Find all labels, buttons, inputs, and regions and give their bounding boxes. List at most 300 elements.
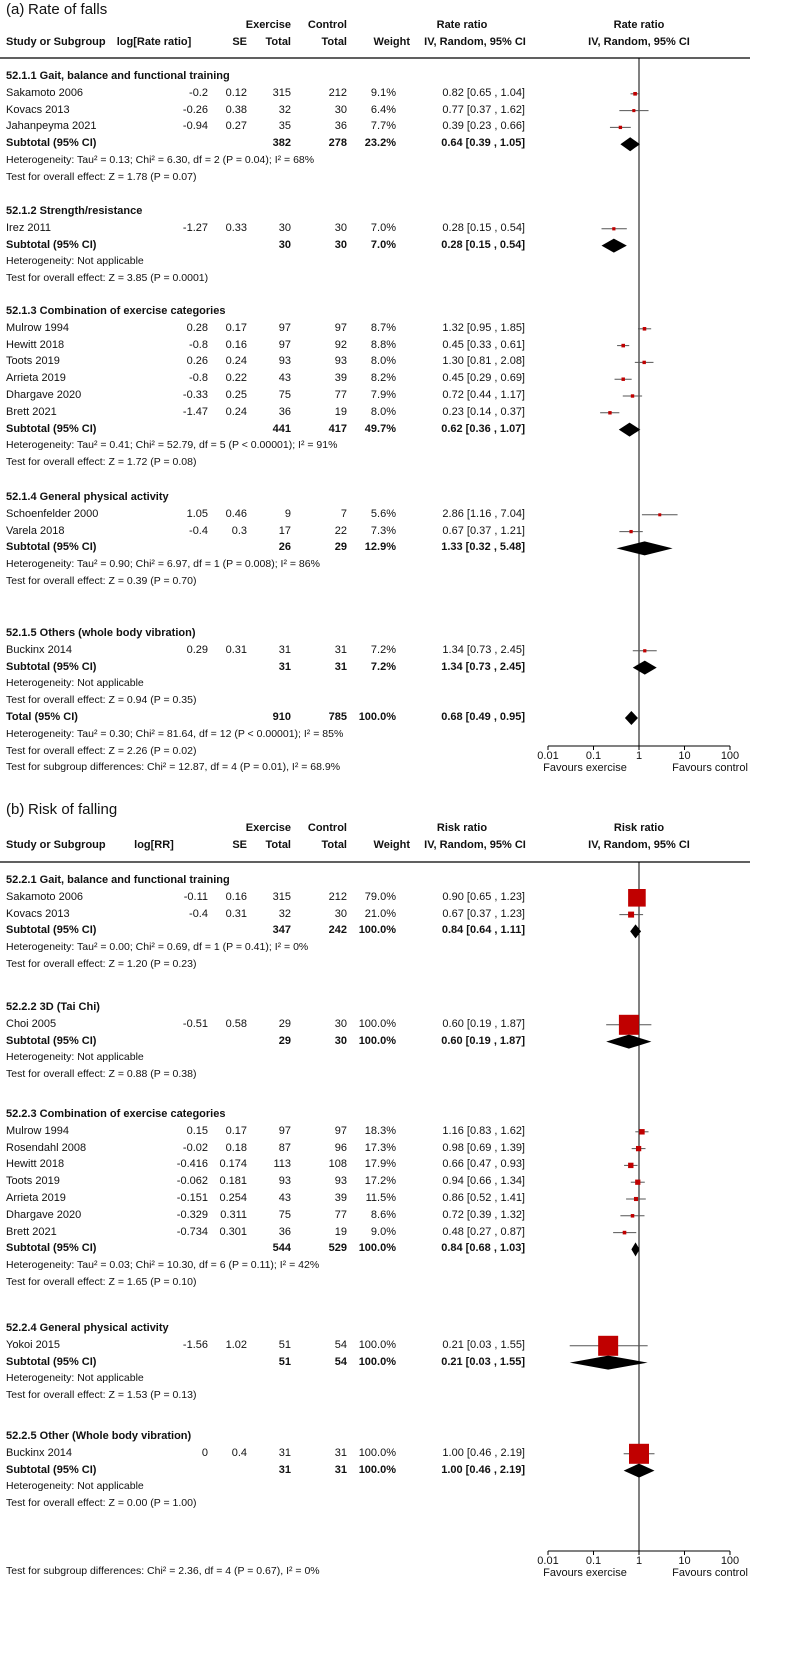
panel-0-group-3-study-1-se: 0.3 xyxy=(231,524,247,537)
panel-1-group-3-subtotal-diamond xyxy=(570,1356,648,1370)
panel-0-favours-exercise: Favours exercise xyxy=(543,762,627,774)
panel-1-group-3-study-0-effect: -1.56 xyxy=(182,1338,208,1351)
panel-0-hdr-plot-measure: Rate ratio xyxy=(613,19,665,31)
panel-0-group-1-study-0-marker xyxy=(612,227,615,230)
panel-0-group-3-subtotal-exercise-total: 26 xyxy=(278,541,291,554)
panel-0-group-2-study-2-se: 0.24 xyxy=(225,355,247,368)
panel-0-group-1-study-0-name: Irez 2011 xyxy=(6,221,52,234)
panel-0-group-4-note-1: Test for overall effect: Z = 0.94 (P = 0.35) xyxy=(6,694,197,707)
panel-0-group-2-study-5-exercise-total: 36 xyxy=(278,405,291,418)
panel-1-group-0-study-0-exercise-total: 315 xyxy=(272,890,291,903)
panel-0-group-1-subtotal-exercise-total: 30 xyxy=(278,238,291,251)
panel-1-group-3-note-1: Test for overall effect: Z = 1.53 (P = 0.13) xyxy=(6,1389,197,1402)
panel-1-hdr-method: IV, Random, 95% CI xyxy=(424,839,526,851)
panel-1-group-0-subtotal-label: Subtotal (95% CI) xyxy=(6,924,97,937)
panel-0-group-0-title: 52.1.1 Gait, balance and functional training xyxy=(6,70,230,82)
panel-1-group-4-subtotal-ci-text: 1.00 [0.46 , 2.19] xyxy=(441,1463,525,1476)
panel-0-group-4-note-0: Heterogeneity: Not applicable xyxy=(6,677,144,690)
panel-1-group-4-subtotal-exercise-total: 31 xyxy=(278,1463,291,1476)
panel-1-group-2-subtotal-ci-text: 0.84 [0.68 , 1.03] xyxy=(441,1242,525,1255)
panel-1-group-3-study-0-marker xyxy=(598,1336,618,1356)
panel-1-total-note-0: Test for subgroup differences: Chi² = 2.36, df = 4 (P = 0.67), I² = 0% xyxy=(6,1565,320,1577)
panel-1-group-2-study-2-weight: 17.9% xyxy=(364,1158,396,1171)
panel-1-group-4-note-0: Heterogeneity: Not applicable xyxy=(6,1480,144,1493)
panel-1-favours-control: Favours control xyxy=(672,1567,748,1579)
panel-1-group-2-study-3-ci-text: 0.94 [0.66 , 1.34] xyxy=(442,1175,525,1188)
panel-0-total-label: Total (95% CI) xyxy=(6,711,78,723)
panel-0-tick-label-1: 0.1 xyxy=(585,750,602,762)
panel-0-group-1-note-1: Test for overall effect: Z = 3.85 (P = 0.0001) xyxy=(6,272,209,285)
panel-0-group-4-study-0-marker xyxy=(643,649,646,652)
panel-1-group-1-study-0-se: 0.58 xyxy=(225,1017,247,1030)
panel-1-hdr-exercise-total: Total xyxy=(265,839,291,851)
panel-1-group-2-note-1: Test for overall effect: Z = 1.65 (P = 0.10) xyxy=(6,1276,197,1288)
panel-0-group-2-study-3-name: Arrieta 2019 xyxy=(6,372,66,385)
panel-0-group-2-study-1-exercise-total: 97 xyxy=(278,338,291,351)
panel-1-group-1-study-0-name: Choi 2005 xyxy=(6,1017,57,1030)
panel-0-group-2-study-0-se: 0.17 xyxy=(225,321,247,334)
panel-0-hdr-weight: Weight xyxy=(373,36,410,48)
panel-0-group-2-study-4-control-total: 77 xyxy=(334,389,347,401)
panel-1-tick-label-3: 10 xyxy=(678,1555,691,1567)
panel-0-title: Rate of falls xyxy=(28,1,108,18)
panel-1-group-4-subtotal-control-total: 31 xyxy=(334,1463,347,1476)
panel-1-group-4-subtotal-diamond xyxy=(624,1464,655,1478)
panel-0-total-diamond xyxy=(625,711,638,725)
panel-1-group-4-study-0-exercise-total: 31 xyxy=(278,1446,291,1459)
panel-0-tick-label-0: 0.01 xyxy=(537,750,559,762)
panel-0-group-0-subtotal-weight: 23.2% xyxy=(364,137,396,150)
panel-0-label: (a) xyxy=(6,1,25,18)
panel-0-group-2-study-5-name: Brett 2021 xyxy=(6,405,57,418)
panel-1-group-2-study-3-exercise-total: 93 xyxy=(278,1175,291,1188)
panel-1-group-0-study-1-effect: -0.4 xyxy=(189,907,208,920)
panel-1-group-2-study-3-se: 0.181 xyxy=(219,1175,247,1188)
panel-0-group-1-note-0: Heterogeneity: Not applicable xyxy=(6,255,144,268)
panel-0-group-3-subtotal-diamond xyxy=(616,541,672,555)
panel-0-favours-control: Favours control xyxy=(672,762,748,774)
panel-0-group-0-study-2-se: 0.27 xyxy=(225,120,247,133)
panel-1-tick-label-2: 1 xyxy=(635,1555,643,1567)
panel-1-group-2-study-3-effect: -0.062 xyxy=(176,1175,208,1188)
panel-1-group-2-study-6-effect: -0.734 xyxy=(176,1225,208,1238)
panel-1-group-2-subtotal-label: Subtotal (95% CI) xyxy=(6,1242,97,1255)
panel-0-group-1-subtotal-ci-text: 0.28 [0.15 , 0.54] xyxy=(441,238,525,251)
panel-0-group-0-subtotal-label: Subtotal (95% CI) xyxy=(6,137,97,150)
panel-1-group-1-subtotal-weight: 100.0% xyxy=(358,1034,396,1047)
panel-0-hdr-study: Study or Subgroup xyxy=(6,36,106,48)
panel-0-group-0-study-1-marker xyxy=(632,109,635,112)
panel-1-group-0-study-0-control-total: 212 xyxy=(328,890,347,903)
panel-0-group-2-study-4-effect: -0.33 xyxy=(182,389,208,401)
panel-0-group-4-subtotal-label: Subtotal (95% CI) xyxy=(6,660,97,673)
panel-1-group-0-study-0-effect: -0.11 xyxy=(183,890,208,903)
panel-0-group-2-study-2-control-total: 93 xyxy=(334,355,347,368)
panel-0-group-0-study-1-name: Kovacs 2013 xyxy=(6,103,70,116)
panel-1-group-2-study-5-ci-text: 0.72 [0.39 , 1.32] xyxy=(442,1208,525,1221)
panel-0-group-4-subtotal-exercise-total: 31 xyxy=(278,660,291,673)
panel-0-group-3-study-1-effect: -0.4 xyxy=(189,524,208,537)
panel-0-group-3-study-1-weight: 7.3% xyxy=(370,524,396,537)
panel-1-group-4-study-0-effect: 0 xyxy=(201,1446,208,1459)
panel-1-tick-label-0: 0.01 xyxy=(537,1555,559,1567)
panel-0-group-0-study-0-se: 0.12 xyxy=(225,86,247,99)
panel-0-group-0-note-1: Test for overall effect: Z = 1.78 (P = 0.07) xyxy=(6,170,197,183)
panel-1-group-2-study-4-marker xyxy=(634,1197,638,1201)
panel-0-group-3-subtotal-ci-text: 1.33 [0.32 , 5.48] xyxy=(441,541,525,554)
panel-0-group-1-study-0-ci-text: 0.28 [0.15 , 0.54] xyxy=(442,221,525,234)
panel-0-group-2-study-5-control-total: 19 xyxy=(334,405,347,418)
panel-0-group-3-study-1-marker xyxy=(629,530,632,533)
panel-1-group-2-study-4-exercise-total: 43 xyxy=(278,1192,291,1204)
panel-1-hdr-control: Control xyxy=(307,822,347,834)
panel-1-group-3-subtotal-label: Subtotal (95% CI) xyxy=(6,1355,97,1368)
panel-0-group-0-study-1-control-total: 30 xyxy=(334,103,347,116)
panel-0-group-2-study-0-effect: 0.28 xyxy=(186,321,208,334)
panel-1-group-2-study-0-ci-text: 1.16 [0.83 , 1.62] xyxy=(442,1124,525,1137)
panel-1-group-3-subtotal-weight: 100.0% xyxy=(358,1355,396,1368)
panel-0-group-2-study-1-effect: -0.8 xyxy=(189,338,208,351)
panel-0-group-4-study-0-control-total: 31 xyxy=(334,643,347,656)
panel-0-group-1-study-0-effect: -1.27 xyxy=(182,221,208,234)
panel-1-group-2-study-4-effect: -0.151 xyxy=(176,1192,208,1204)
panel-1-group-2-study-2-ci-text: 0.66 [0.47 , 0.93] xyxy=(442,1158,525,1171)
panel-0-total-exercise-total: 910 xyxy=(272,711,291,723)
panel-0-group-2-study-4-exercise-total: 75 xyxy=(278,389,291,401)
panel-0-group-2-study-3-marker xyxy=(622,377,625,380)
panel-0-group-0-study-1-ci-text: 0.77 [0.37 , 1.62] xyxy=(442,103,525,116)
panel-0-group-0-study-1-effect: -0.26 xyxy=(182,103,208,116)
panel-0-group-2-study-1-weight: 8.8% xyxy=(370,338,396,351)
panel-0-group-2-note-1: Test for overall effect: Z = 1.72 (P = 0.08) xyxy=(6,456,197,469)
panel-0-hdr-exercise-total: Total xyxy=(265,36,291,48)
panel-1-group-4-study-0-ci-text: 1.00 [0.46 , 2.19] xyxy=(442,1446,525,1459)
panel-0-group-0-study-0-marker xyxy=(633,92,637,96)
panel-1-group-0-study-1-marker xyxy=(628,912,634,918)
panel-0-group-4-study-0-ci-text: 1.34 [0.73 , 2.45] xyxy=(442,643,525,656)
panel-0-group-4-subtotal-diamond xyxy=(633,661,657,675)
panel-0-group-4-study-0-weight: 7.2% xyxy=(370,643,396,656)
panel-0-group-4-subtotal-weight: 7.2% xyxy=(370,660,396,673)
panel-1-hdr-measure: Risk ratio xyxy=(436,822,488,834)
panel-0-group-2-study-4-marker xyxy=(631,394,634,397)
panel-0-group-1-title: 52.1.2 Strength/resistance xyxy=(6,205,143,217)
panel-0-group-4-subtotal-ci-text: 1.34 [0.73 , 2.45] xyxy=(441,660,525,673)
panel-1-group-2-study-1-effect: -0.02 xyxy=(182,1141,208,1154)
panel-1-group-2-study-6-control-total: 19 xyxy=(334,1225,347,1238)
panel-1-group-2-study-1-weight: 17.3% xyxy=(364,1141,396,1154)
panel-0-group-0-study-0-exercise-total: 315 xyxy=(272,86,291,99)
panel-1-group-4-subtotal-weight: 100.0% xyxy=(358,1463,396,1476)
panel-0-group-3-study-0-control-total: 7 xyxy=(340,507,347,520)
panel-1-group-4-subtotal-label: Subtotal (95% CI) xyxy=(6,1463,97,1476)
panel-0-group-1-subtotal-label: Subtotal (95% CI) xyxy=(6,238,97,251)
panel-0-group-4-study-0-effect: 0.29 xyxy=(186,643,208,656)
panel-0-group-2-study-0-weight: 8.7% xyxy=(370,321,396,334)
panel-1-group-2-study-1-ci-text: 0.98 [0.69 , 1.39] xyxy=(442,1141,525,1154)
panel-1-group-2-study-0-se: 0.17 xyxy=(225,1124,247,1137)
panel-0-group-0-note-0: Heterogeneity: Tau² = 0.13; Chi² = 6.30, df = 2 (P = 0.04); I² = 68% xyxy=(6,154,315,166)
panel-0-group-2-study-5-ci-text: 0.23 [0.14 , 0.37] xyxy=(442,405,525,418)
panel-1-group-1-study-0-exercise-total: 29 xyxy=(278,1017,291,1030)
panel-0-group-0-subtotal-diamond xyxy=(620,137,640,151)
panel-1-group-0-study-0-ci-text: 0.90 [0.65 , 1.23] xyxy=(442,890,525,903)
panel-0-group-2-subtotal-ci-text: 0.62 [0.36 , 1.07] xyxy=(441,422,525,435)
panel-1-group-0-subtotal-weight: 100.0% xyxy=(358,924,396,937)
panel-0-total-ci-text: 0.68 [0.49 , 0.95] xyxy=(441,711,525,723)
panel-0-group-3-study-0-name: Schoenfelder 2000 xyxy=(6,507,99,520)
panel-1-group-2-study-0-control-total: 97 xyxy=(334,1124,347,1137)
panel-1-group-0-study-1-ci-text: 0.67 [0.37 , 1.23] xyxy=(442,907,525,920)
panel-1-group-1-study-0-weight: 100.0% xyxy=(358,1017,396,1030)
panel-1-group-0-study-1-se: 0.31 xyxy=(225,907,247,920)
panel-0-group-0-study-2-ci-text: 0.39 [0.23 , 0.66] xyxy=(442,120,525,133)
panel-1-tick-label-4: 100 xyxy=(720,1555,740,1567)
panel-0-group-3-study-1-ci-text: 0.67 [0.37 , 1.21] xyxy=(442,524,525,537)
panel-1-group-2-study-5-marker xyxy=(631,1214,635,1218)
panel-1-group-4-study-0-control-total: 31 xyxy=(334,1446,347,1459)
panel-0-group-0-study-0-ci-text: 0.82 [0.65 , 1.04] xyxy=(442,86,525,99)
panel-1-group-2-study-5-weight: 8.6% xyxy=(370,1208,396,1221)
panel-1-group-2-study-3-control-total: 93 xyxy=(334,1175,347,1188)
panel-1-group-2-study-0-marker xyxy=(639,1129,644,1134)
panel-1-group-0-note-0: Heterogeneity: Tau² = 0.00; Chi² = 0.69, df = 1 (P = 0.41); I² = 0% xyxy=(6,941,309,954)
panel-1-group-2-study-4-se: 0.254 xyxy=(219,1192,247,1204)
panel-1-tick-label-1: 0.1 xyxy=(585,1555,602,1567)
panel-0-hdr-measure: Rate ratio xyxy=(436,19,488,31)
panel-1-group-2-study-0-name: Mulrow 1994 xyxy=(6,1124,69,1137)
panel-1-group-3-title: 52.2.4 General physical activity xyxy=(6,1322,169,1334)
panel-1-hdr-effect: log[RR] xyxy=(134,839,174,851)
panel-0-group-2-study-4-name: Dhargave 2020 xyxy=(6,389,82,401)
panel-1-group-3-note-0: Heterogeneity: Not applicable xyxy=(6,1372,144,1385)
panel-1-group-1-subtotal-label: Subtotal (95% CI) xyxy=(6,1034,97,1047)
panel-0-group-1-subtotal-control-total: 30 xyxy=(334,238,347,251)
panel-1-hdr-plot-method: IV, Random, 95% CI xyxy=(588,839,690,851)
panel-0-group-4-study-0-exercise-total: 31 xyxy=(278,643,291,656)
panel-1-group-3-study-0-name: Yokoi 2015 xyxy=(6,1338,61,1351)
panel-1-hdr-study: Study or Subgroup xyxy=(6,839,106,851)
panel-0-group-2-study-5-weight: 8.0% xyxy=(370,405,396,418)
panel-1-group-4-note-1: Test for overall effect: Z = 0.00 (P = 1.00) xyxy=(6,1497,197,1510)
panel-0-group-2-study-2-ci-text: 1.30 [0.81 , 2.08] xyxy=(442,355,525,368)
panel-1-group-1-subtotal-exercise-total: 29 xyxy=(278,1034,291,1047)
panel-0-group-2-subtotal-weight: 49.7% xyxy=(364,422,396,435)
panel-1-group-2-study-2-name: Hewitt 2018 xyxy=(6,1158,65,1171)
panel-0-group-1-study-0-exercise-total: 30 xyxy=(278,221,291,234)
panel-0-group-2-study-3-ci-text: 0.45 [0.29 , 0.69] xyxy=(442,372,525,385)
panel-1-group-2-study-4-control-total: 39 xyxy=(334,1192,347,1204)
panel-0-group-1-subtotal-weight: 7.0% xyxy=(370,238,396,251)
panel-1-hdr-plot-measure: Risk ratio xyxy=(613,822,665,834)
panel-0-group-3-study-0-marker xyxy=(658,513,661,516)
panel-0-group-1-study-0-weight: 7.0% xyxy=(370,221,396,234)
panel-0-group-0-study-0-control-total: 212 xyxy=(328,86,347,99)
panel-0-group-2-study-0-exercise-total: 97 xyxy=(278,321,291,334)
panel-1-group-2-subtotal-control-total: 529 xyxy=(328,1242,347,1255)
panel-0-group-2-title: 52.1.3 Combination of exercise categories xyxy=(6,305,226,317)
panel-0-group-2-study-0-ci-text: 1.32 [0.95 , 1.85] xyxy=(442,321,525,334)
panel-0-group-0-study-0-name: Sakamoto 2006 xyxy=(6,86,84,99)
panel-1-favours-exercise: Favours exercise xyxy=(543,1567,627,1579)
panel-0-group-0-study-2-marker xyxy=(619,126,622,129)
panel-1-group-2-study-1-marker xyxy=(636,1146,641,1151)
panel-0-group-2-study-5-effect: -1.47 xyxy=(182,405,208,418)
panel-1-group-4-study-0-se: 0.4 xyxy=(231,1446,247,1459)
panel-0-group-3-study-0-effect: 1.05 xyxy=(186,507,208,520)
panel-0-group-3-study-0-se: 0.46 xyxy=(225,507,247,520)
panel-1-group-2-study-5-name: Dhargave 2020 xyxy=(6,1208,82,1221)
panel-1-group-1-subtotal-diamond xyxy=(606,1035,651,1049)
panel-0-group-2-study-1-se: 0.16 xyxy=(225,338,247,351)
panel-1-group-2-study-6-exercise-total: 36 xyxy=(278,1225,291,1238)
panel-0-group-4-study-0-se: 0.31 xyxy=(225,643,247,656)
panel-1-hdr-weight: Weight xyxy=(373,839,410,851)
panel-1-group-0-study-0-se: 0.16 xyxy=(225,890,247,903)
panel-0-group-2-study-3-weight: 8.2% xyxy=(370,372,396,385)
panel-1-group-2-title: 52.2.3 Combination of exercise categories xyxy=(6,1108,226,1120)
panel-1-group-0-title: 52.2.1 Gait, balance and functional training xyxy=(6,874,230,886)
panel-1-group-1-study-0-marker xyxy=(619,1015,639,1035)
panel-1-group-2-study-1-exercise-total: 87 xyxy=(278,1141,291,1154)
panel-0-hdr-se: SE xyxy=(232,36,247,48)
panel-1-group-3-subtotal-control-total: 54 xyxy=(334,1355,347,1368)
panel-0-group-0-subtotal-exercise-total: 382 xyxy=(272,137,291,150)
panel-1-hdr-exercise: Exercise xyxy=(245,822,291,834)
panel-1-group-2-study-3-marker xyxy=(635,1180,640,1185)
panel-0-group-3-title: 52.1.4 General physical activity xyxy=(6,491,169,503)
panel-0-group-0-subtotal-ci-text: 0.64 [0.39 , 1.05] xyxy=(441,137,525,150)
panel-1-group-2-study-3-weight: 17.2% xyxy=(364,1175,396,1188)
panel-0-group-3-subtotal-weight: 12.9% xyxy=(364,541,396,554)
panel-1-group-1-subtotal-ci-text: 0.60 [0.19 , 1.87] xyxy=(441,1034,525,1047)
panel-0-hdr-control: Control xyxy=(307,19,347,31)
panel-1-group-3-study-0-exercise-total: 51 xyxy=(278,1338,291,1351)
panel-1-group-2-study-1-se: 0.18 xyxy=(225,1141,247,1154)
panel-0-group-3-study-0-weight: 5.6% xyxy=(370,507,396,520)
panel-0-group-2-study-5-marker xyxy=(608,411,611,414)
panel-0-group-4-title: 52.1.5 Others (whole body vibration) xyxy=(6,627,196,639)
panel-0-group-3-note-0: Heterogeneity: Tau² = 0.90; Chi² = 6.97, df = 1 (P = 0.008); I² = 86% xyxy=(6,558,320,571)
panel-0-group-2-study-2-marker xyxy=(642,361,645,364)
panel-1-group-1-study-0-ci-text: 0.60 [0.19 , 1.87] xyxy=(442,1017,525,1030)
panel-0-group-2-study-5-se: 0.24 xyxy=(225,405,247,418)
panel-0-group-2-study-1-ci-text: 0.45 [0.33 , 0.61] xyxy=(442,338,525,351)
panel-1-group-3-study-0-ci-text: 0.21 [0.03 , 1.55] xyxy=(442,1338,525,1351)
panel-0-group-1-study-0-se: 0.33 xyxy=(225,221,247,234)
panel-1-group-0-note-1: Test for overall effect: Z = 1.20 (P = 0.23) xyxy=(6,958,197,970)
panel-1-group-3-study-0-control-total: 54 xyxy=(334,1338,347,1351)
panel-0-group-0-study-1-weight: 6.4% xyxy=(370,103,396,116)
panel-1-group-2-subtotal-diamond xyxy=(631,1242,639,1256)
panel-0-group-2-study-4-weight: 7.9% xyxy=(370,389,396,401)
panel-1-group-0-study-0-marker xyxy=(628,889,646,907)
panel-0-hdr-control-total: Total xyxy=(321,36,347,48)
panel-1-group-2-study-0-effect: 0.15 xyxy=(186,1124,208,1137)
panel-0-group-1-study-0-control-total: 30 xyxy=(334,221,347,234)
panel-0-tick-label-4: 100 xyxy=(720,750,740,762)
panel-1-group-2-study-3-name: Toots 2019 xyxy=(6,1175,60,1188)
panel-1-group-2-study-6-weight: 9.0% xyxy=(370,1225,396,1238)
panel-1-group-2-note-0: Heterogeneity: Tau² = 0.03; Chi² = 10.30, df = 6 (P = 0.11); I² = 42% xyxy=(6,1259,320,1272)
panel-0-group-0-study-2-weight: 7.7% xyxy=(370,120,396,133)
panel-0-group-3-study-1-control-total: 22 xyxy=(334,524,347,537)
panel-1-group-2-study-6-se: 0.301 xyxy=(219,1225,247,1238)
panel-1-group-2-study-4-ci-text: 0.86 [0.52 , 1.41] xyxy=(442,1192,525,1204)
panel-1-group-2-study-4-name: Arrieta 2019 xyxy=(6,1192,66,1204)
panel-1-group-2-study-5-effect: -0.329 xyxy=(176,1208,208,1221)
panel-0-group-3-subtotal-control-total: 29 xyxy=(334,541,347,554)
panel-1-group-2-study-6-ci-text: 0.48 [0.27 , 0.87] xyxy=(442,1225,525,1238)
panel-1-group-0-study-1-control-total: 30 xyxy=(334,907,347,920)
panel-1-group-0-study-0-name: Sakamoto 2006 xyxy=(6,890,84,903)
panel-1-group-3-study-0-weight: 100.0% xyxy=(358,1338,396,1351)
panel-1-group-2-subtotal-weight: 100.0% xyxy=(358,1242,396,1255)
panel-1-group-2-study-2-effect: -0.416 xyxy=(176,1158,208,1171)
panel-0-group-0-study-2-effect: -0.94 xyxy=(182,120,208,133)
panel-0-group-1-subtotal-diamond xyxy=(602,239,627,253)
panel-1-group-2-study-6-marker xyxy=(623,1231,627,1235)
panel-1-label: (b) xyxy=(6,801,25,818)
panel-1-group-1-note-0: Heterogeneity: Not applicable xyxy=(6,1051,144,1064)
panel-1-group-2-study-5-se: 0.311 xyxy=(220,1208,247,1221)
panel-1-group-2-study-4-weight: 11.5% xyxy=(365,1192,396,1204)
panel-0-group-3-study-1-exercise-total: 17 xyxy=(278,524,291,537)
panel-1-group-2-study-2-marker xyxy=(628,1163,633,1168)
panel-1-group-2-study-2-exercise-total: 113 xyxy=(273,1158,291,1171)
panel-0-group-0-study-1-exercise-total: 32 xyxy=(278,103,291,116)
panel-0-group-0-study-1-se: 0.38 xyxy=(225,103,247,116)
panel-1-group-0-study-1-name: Kovacs 2013 xyxy=(6,907,70,920)
panel-1-group-0-study-1-weight: 21.0% xyxy=(364,907,396,920)
panel-1-group-1-study-0-control-total: 30 xyxy=(334,1017,347,1030)
panel-1-group-0-study-1-exercise-total: 32 xyxy=(278,907,291,920)
panel-0-group-3-study-1-name: Varela 2018 xyxy=(6,524,65,537)
panel-0-group-2-study-1-marker xyxy=(621,344,625,348)
panel-0-group-0-study-2-name: Jahanpeyma 2021 xyxy=(6,120,97,133)
panel-1-group-0-study-0-weight: 79.0% xyxy=(364,890,396,903)
panel-0-group-2-study-2-weight: 8.0% xyxy=(370,355,396,368)
panel-0-group-0-subtotal-control-total: 278 xyxy=(328,137,347,150)
panel-1-group-2-study-6-name: Brett 2021 xyxy=(6,1225,57,1238)
panel-0-total-note-2: Test for subgroup differences: Chi² = 12.87, df = 4 (P = 0.01), I² = 68.9% xyxy=(6,761,341,774)
panel-0-hdr-exercise: Exercise xyxy=(245,19,291,31)
panel-0-group-3-subtotal-label: Subtotal (95% CI) xyxy=(6,541,97,554)
panel-0-group-2-study-0-control-total: 97 xyxy=(334,321,347,334)
panel-0-group-2-subtotal-control-total: 417 xyxy=(328,422,347,435)
panel-0-group-0-study-0-weight: 9.1% xyxy=(370,86,396,99)
panel-0-group-3-note-1: Test for overall effect: Z = 0.39 (P = 0.70) xyxy=(6,575,197,587)
panel-1-group-2-study-0-exercise-total: 97 xyxy=(278,1124,291,1137)
panel-1-group-4-study-0-weight: 100.0% xyxy=(358,1446,396,1459)
panel-0-group-2-study-1-control-total: 92 xyxy=(334,338,347,351)
panel-1-group-2-study-5-exercise-total: 75 xyxy=(278,1208,291,1221)
panel-1-group-3-subtotal-exercise-total: 51 xyxy=(278,1355,291,1368)
panel-1-group-1-title: 52.2.2 3D (Tai Chi) xyxy=(6,1001,100,1013)
panel-1-group-2-study-2-se: 0.174 xyxy=(219,1158,247,1171)
panel-0-total-weight: 100.0% xyxy=(358,711,396,723)
panel-0-tick-label-2: 1 xyxy=(635,750,643,762)
panel-0-group-2-study-0-marker xyxy=(643,327,647,331)
panel-0-group-2-study-3-se: 0.22 xyxy=(225,372,247,385)
panel-1-group-2-study-5-control-total: 77 xyxy=(334,1208,347,1221)
panel-0-group-3-study-0-ci-text: 2.86 [1.16 , 7.04] xyxy=(442,507,525,520)
panel-0-tick-label-3: 10 xyxy=(678,750,691,762)
panel-0-group-2-subtotal-diamond xyxy=(619,423,641,437)
panel-0-group-0-study-2-exercise-total: 35 xyxy=(278,120,291,133)
panel-1-title: Risk of falling xyxy=(28,801,118,818)
panel-0-group-4-subtotal-control-total: 31 xyxy=(334,660,347,673)
